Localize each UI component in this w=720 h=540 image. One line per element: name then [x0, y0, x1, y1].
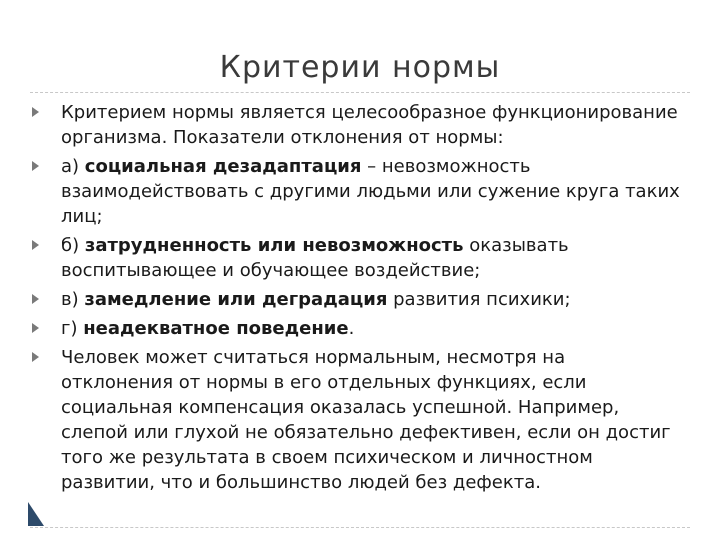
bullet-emphasis: социальная дезадаптация	[84, 156, 362, 177]
title-divider	[30, 92, 690, 93]
corner-triangle-icon	[28, 502, 44, 526]
bullet-item	[32, 287, 682, 312]
bullet-text: .	[348, 318, 355, 339]
bullet-text: – невозможность взаимодействовать с другими людьми или сужение круга таких лиц;	[61, 156, 680, 227]
bullet-emphasis: неадекватное поведение	[83, 318, 349, 339]
slide-title: Критерии нормы	[219, 50, 501, 85]
bullet-text: Критерием нормы является целесообразное функционирование организма. Показатели отклонения от нормы:	[61, 102, 678, 148]
bullet-item	[32, 345, 682, 495]
footer-divider	[30, 527, 690, 528]
bullet-emphasis: затрудненность или невозможность	[84, 235, 464, 256]
bullet-prefix: б)	[61, 235, 85, 256]
bullet-text: оказывать воспитывающее и обучающее воздействие;	[61, 235, 569, 281]
bullet-item	[32, 100, 682, 150]
triangle-bullet-icon	[32, 352, 39, 362]
bullet-item	[32, 233, 682, 283]
triangle-bullet-icon	[32, 323, 39, 333]
bullet-prefix: в)	[61, 289, 85, 310]
bullet-item	[32, 316, 682, 341]
triangle-bullet-icon	[32, 240, 39, 250]
bullet-prefix: а)	[61, 156, 85, 177]
bullet-list	[32, 100, 682, 499]
triangle-bullet-icon	[32, 294, 39, 304]
bullet-emphasis: замедление или деградация	[84, 289, 388, 310]
bullet-item	[32, 154, 682, 229]
triangle-bullet-icon	[32, 107, 39, 117]
triangle-bullet-icon	[32, 161, 39, 171]
bullet-text: развития психики;	[387, 289, 571, 310]
bullet-prefix: г)	[61, 318, 84, 339]
bullet-text: Человек может считаться нормальным, несмотря на отклонения от нормы в его отдельных функциях, если социальная компенсация оказалась успешной. Например, слепой или глухой не обязательно дефективен, если он достиг того же результата в своем психическом и личностном развитии, что и большинство людей без дефекта.	[61, 347, 671, 493]
